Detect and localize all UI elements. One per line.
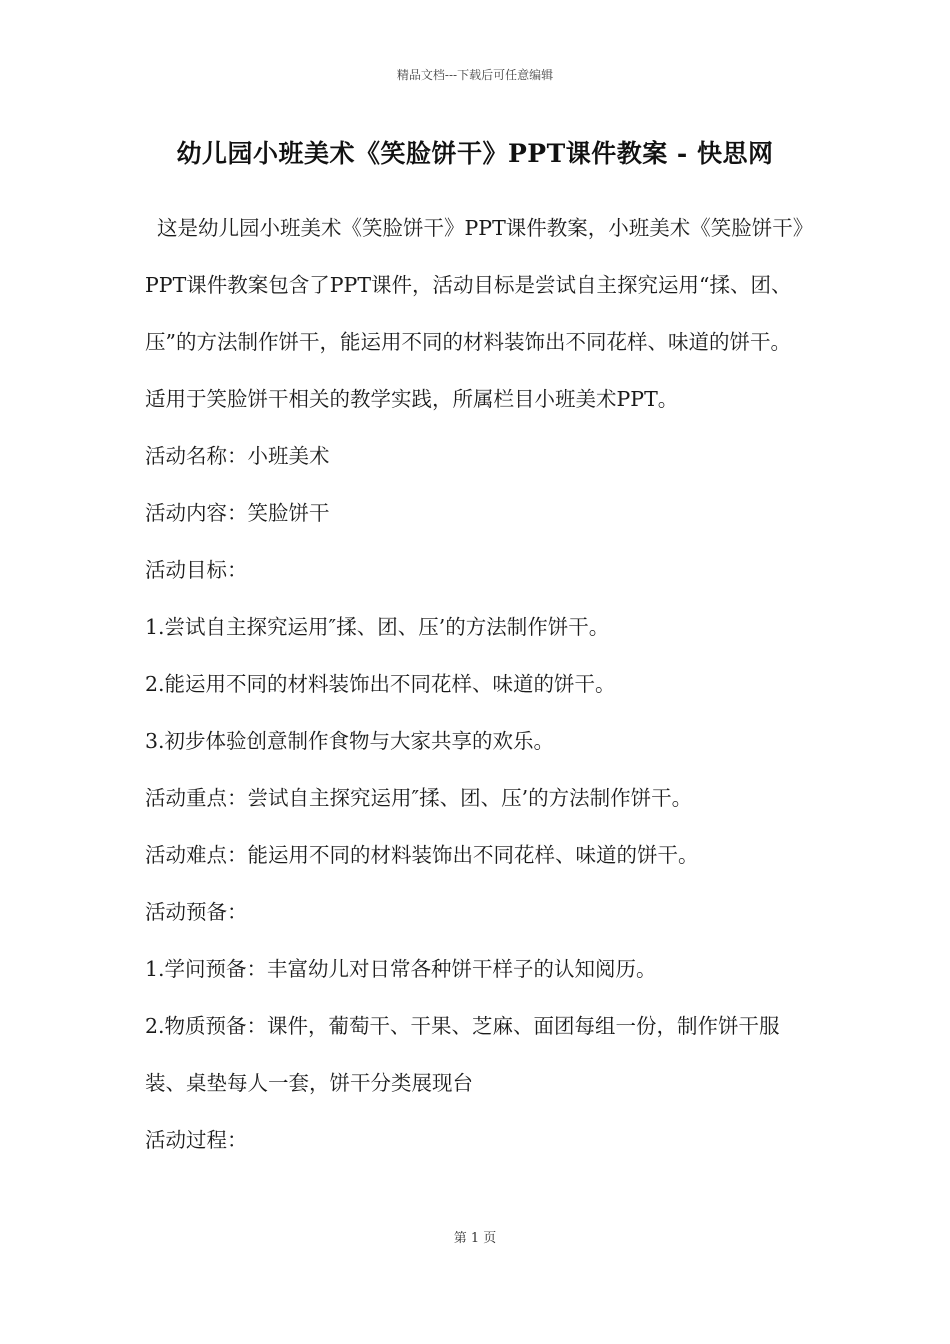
process-heading: 活动过程： [145,1128,248,1152]
activity-difficulty: 活动难点：能运用不同的材料装饰出不同花样、味道的饼干。 [145,843,699,867]
activity-name: 活动名称：小班美术 [145,444,330,468]
activity-focus: 活动重点：尝试自主探究运用″揉、团、压’的方法制作饼干。 [145,786,693,810]
prep-item-2: 2.物质预备：课件，葡萄干、干果、芝麻、面团每组一份，制作饼干服装、桌垫每人一套，饼干分类展现台 [145,1014,780,1095]
prep-item-1: 1.学问预备：丰富幼儿对日常各种饼干样子的认知阅历。 [145,957,657,981]
goal-item-3: 3.初步体验创意制作食物与大家共享的欢乐。 [145,729,555,753]
activity-content: 活动内容：笑脸饼干 [145,501,330,525]
goal-item-1: 1.尝试自主探究运用″揉、团、压’的方法制作饼干。 [145,615,610,639]
intro-paragraph: 这是幼儿园小班美术《笑脸饼干》PPT课件教案，小班美术《笑脸饼干》PPT课件教案包含了PPT课件，活动目标是尝试自主探究运用“揉、团、压”的方法制作饼干，能运用不同的材料装饰出不同花样、味道的饼干。适用于笑脸饼干相关的教学实践，所属栏目小班美术PPT。 [145,216,804,411]
prep-heading: 活动预备： [145,900,248,924]
document-body [145,200,810,1169]
page-number: 第 1 页 [453,1231,497,1246]
goal-item-2: 2.能运用不同的材料装饰出不同花样、味道的饼干。 [145,672,616,696]
page-header: 精品文档---下载后可任意编辑 [396,68,554,82]
goals-heading: 活动目标： [145,558,248,582]
document-title: 幼儿园小班美术《笑脸饼干》PPT课件教案 - 快思网 [176,139,774,168]
